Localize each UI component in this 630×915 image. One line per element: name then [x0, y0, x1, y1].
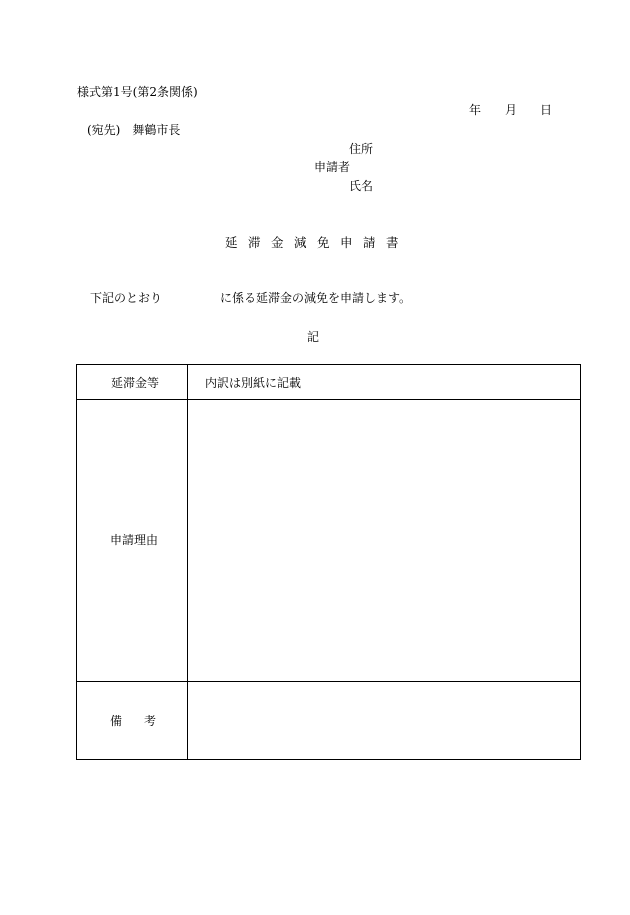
- remarks-label-char: 考: [144, 714, 157, 728]
- reason-field[interactable]: [188, 400, 580, 681]
- form-number: 様式第1号(第2条関係): [77, 85, 198, 99]
- document-title: [225, 237, 409, 250]
- title-char: 免: [317, 235, 330, 250]
- reason-label: 申請理由: [110, 533, 159, 547]
- title-char: 請: [363, 235, 376, 250]
- name-label: 氏名: [349, 179, 374, 193]
- late-fee-label: 延滞金等: [111, 376, 160, 390]
- record-label: 記: [307, 330, 320, 344]
- record-table: [76, 364, 581, 760]
- body-text-end: に係る延滞金の減免を申請します。: [220, 291, 412, 305]
- title-char: 滞: [248, 235, 261, 250]
- title-char: 減: [294, 235, 307, 250]
- date-month-label: 月: [505, 103, 518, 117]
- date-year-label: 年: [469, 103, 482, 117]
- remarks-label-char: 備: [110, 714, 123, 728]
- applicant-label: 申請者: [314, 160, 351, 174]
- body-text-start: 下記のとおり: [90, 291, 163, 305]
- title-char: 書: [386, 235, 399, 250]
- address-label: 住所: [349, 142, 374, 156]
- remarks-field[interactable]: [188, 682, 580, 759]
- title-char: 金: [271, 235, 284, 250]
- date-day-label: 日: [540, 103, 553, 117]
- late-fee-value: 内訳は別紙に記載: [205, 376, 302, 390]
- addressee: (宛先) 舞鶴市長: [87, 123, 181, 137]
- title-char: 申: [340, 235, 353, 250]
- title-char: 延: [225, 235, 238, 250]
